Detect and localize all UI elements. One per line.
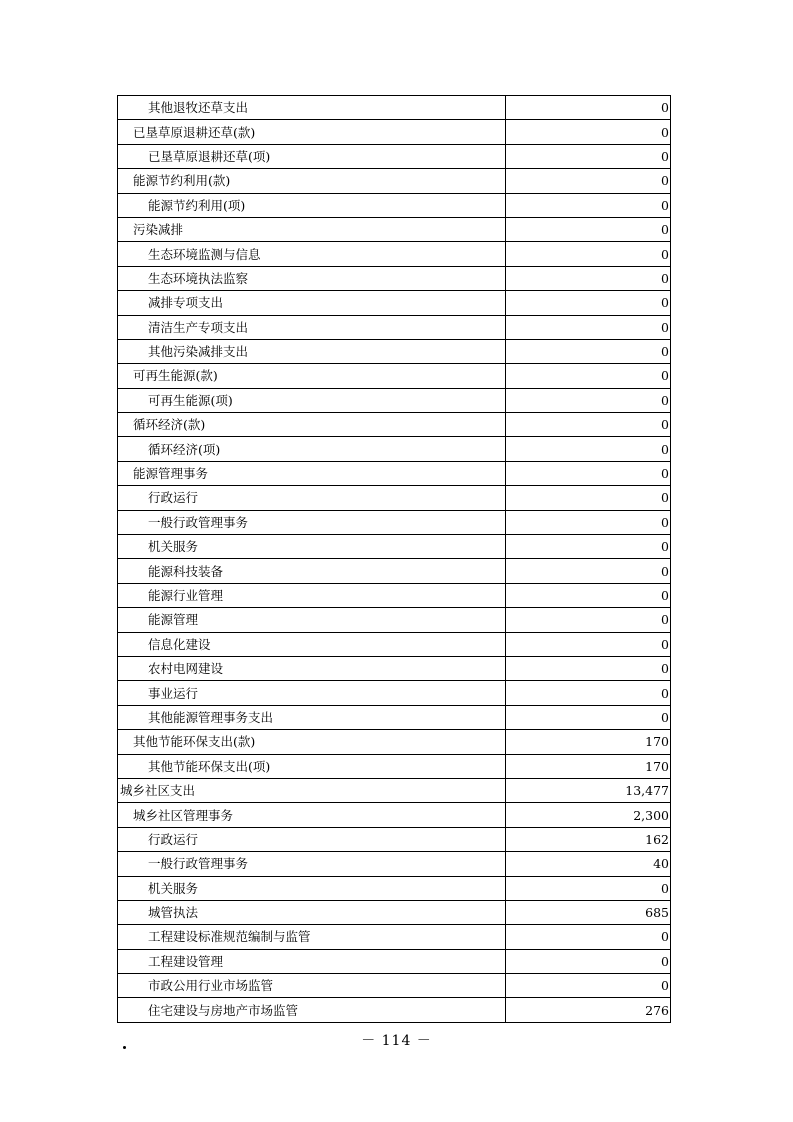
table-row (118, 413, 671, 437)
row-item-name: 其他污染减排支出 (118, 339, 506, 363)
table-row (118, 998, 671, 1022)
row-item-name: 住宅建设与房地产市场监管 (118, 998, 506, 1022)
row-item-name: 能源管理事务 (118, 461, 506, 485)
row-item-name: 城管执法 (118, 900, 506, 924)
row-item-value: 13,477 (506, 778, 671, 802)
table-row (118, 974, 671, 998)
budget-table-container (117, 95, 670, 1023)
table-row (118, 96, 671, 120)
row-item-name: 工程建设管理 (118, 949, 506, 973)
row-item-name: 生态环境执法监察 (118, 266, 506, 290)
table-row (118, 120, 671, 144)
row-item-name: 一般行政管理事务 (118, 510, 506, 534)
table-row (118, 754, 671, 778)
table-row (118, 608, 671, 632)
row-item-name: 工程建设标准规范编制与监管 (118, 925, 506, 949)
row-item-value: 2,300 (506, 803, 671, 827)
table-row (118, 388, 671, 412)
row-item-name: 能源行业管理 (118, 583, 506, 607)
row-item-value: 0 (506, 291, 671, 315)
table-row (118, 242, 671, 266)
row-item-name: 城乡社区支出 (118, 778, 506, 802)
table-row (118, 486, 671, 510)
row-item-name: 其他能源管理事务支出 (118, 705, 506, 729)
row-item-name: 行政运行 (118, 827, 506, 851)
row-item-value: 0 (506, 413, 671, 437)
row-item-name: 行政运行 (118, 486, 506, 510)
row-item-value: 170 (506, 754, 671, 778)
row-item-value: 0 (506, 925, 671, 949)
page-number: － 114 － (361, 1033, 432, 1049)
row-item-value: 0 (506, 535, 671, 559)
row-item-value: 0 (506, 876, 671, 900)
row-item-value: 0 (506, 461, 671, 485)
table-row (118, 827, 671, 851)
table-row (118, 291, 671, 315)
row-item-value: 0 (506, 681, 671, 705)
row-item-name: 事业运行 (118, 681, 506, 705)
row-item-value: 0 (506, 266, 671, 290)
row-item-name: 循环经济(款) (118, 413, 506, 437)
table-row (118, 632, 671, 656)
row-item-value: 0 (506, 242, 671, 266)
row-item-name: 能源节约利用(项) (118, 193, 506, 217)
table-row (118, 803, 671, 827)
table-row (118, 876, 671, 900)
row-item-name: 农村电网建设 (118, 656, 506, 680)
row-item-name: 城乡社区管理事务 (118, 803, 506, 827)
row-item-value: 685 (506, 900, 671, 924)
table-row (118, 510, 671, 534)
row-item-name: 循环经济(项) (118, 437, 506, 461)
row-item-name: 清洁生产专项支出 (118, 315, 506, 339)
table-row (118, 949, 671, 973)
row-item-value: 0 (506, 144, 671, 168)
row-item-name: 机关服务 (118, 535, 506, 559)
table-row (118, 705, 671, 729)
row-item-name: 市政公用行业市场监管 (118, 974, 506, 998)
row-item-value: 0 (506, 486, 671, 510)
row-item-value: 0 (506, 120, 671, 144)
row-item-value: 0 (506, 974, 671, 998)
row-item-name: 减排专项支出 (118, 291, 506, 315)
table-row (118, 364, 671, 388)
row-item-value: 0 (506, 608, 671, 632)
row-item-value: 162 (506, 827, 671, 851)
table-row (118, 144, 671, 168)
table-row (118, 583, 671, 607)
row-item-name: 污染减排 (118, 217, 506, 241)
row-item-value: 0 (506, 217, 671, 241)
row-item-name: 能源科技装备 (118, 559, 506, 583)
table-row (118, 339, 671, 363)
row-item-name: 已垦草原退耕还草(款) (118, 120, 506, 144)
footer-dot (123, 1046, 126, 1049)
table-row (118, 852, 671, 876)
row-item-value: 0 (506, 949, 671, 973)
row-item-value: 0 (506, 364, 671, 388)
row-item-name: 可再生能源(款) (118, 364, 506, 388)
row-item-value: 0 (506, 583, 671, 607)
table-row (118, 925, 671, 949)
row-item-value: 0 (506, 705, 671, 729)
row-item-value: 276 (506, 998, 671, 1022)
row-item-value: 0 (506, 510, 671, 534)
row-item-name: 已垦草原退耕还草(项) (118, 144, 506, 168)
row-item-value: 0 (506, 632, 671, 656)
row-item-value: 0 (506, 339, 671, 363)
row-item-value: 170 (506, 730, 671, 754)
table-row (118, 730, 671, 754)
table-row (118, 437, 671, 461)
table-row (118, 169, 671, 193)
table-row (118, 461, 671, 485)
row-item-value: 0 (506, 193, 671, 217)
row-item-name: 能源管理 (118, 608, 506, 632)
row-item-value: 0 (506, 315, 671, 339)
row-item-value: 40 (506, 852, 671, 876)
table-row (118, 681, 671, 705)
row-item-value: 0 (506, 96, 671, 120)
row-item-value: 0 (506, 559, 671, 583)
budget-table (117, 95, 671, 1023)
budget-table-body (118, 96, 671, 1023)
row-item-value: 0 (506, 656, 671, 680)
table-row (118, 266, 671, 290)
row-item-name: 机关服务 (118, 876, 506, 900)
table-row (118, 900, 671, 924)
row-item-value: 0 (506, 437, 671, 461)
table-row (118, 656, 671, 680)
row-item-value: 0 (506, 388, 671, 412)
table-row (118, 193, 671, 217)
row-item-name: 能源节约利用(款) (118, 169, 506, 193)
row-item-name: 其他节能环保支出(项) (118, 754, 506, 778)
table-row (118, 559, 671, 583)
row-item-name: 一般行政管理事务 (118, 852, 506, 876)
row-item-name: 可再生能源(项) (118, 388, 506, 412)
table-row (118, 535, 671, 559)
row-item-value: 0 (506, 169, 671, 193)
row-item-name: 信息化建设 (118, 632, 506, 656)
row-item-name: 其他节能环保支出(款) (118, 730, 506, 754)
table-row (118, 217, 671, 241)
table-row (118, 315, 671, 339)
row-item-name: 其他退牧还草支出 (118, 96, 506, 120)
table-row (118, 778, 671, 802)
row-item-name: 生态环境监测与信息 (118, 242, 506, 266)
